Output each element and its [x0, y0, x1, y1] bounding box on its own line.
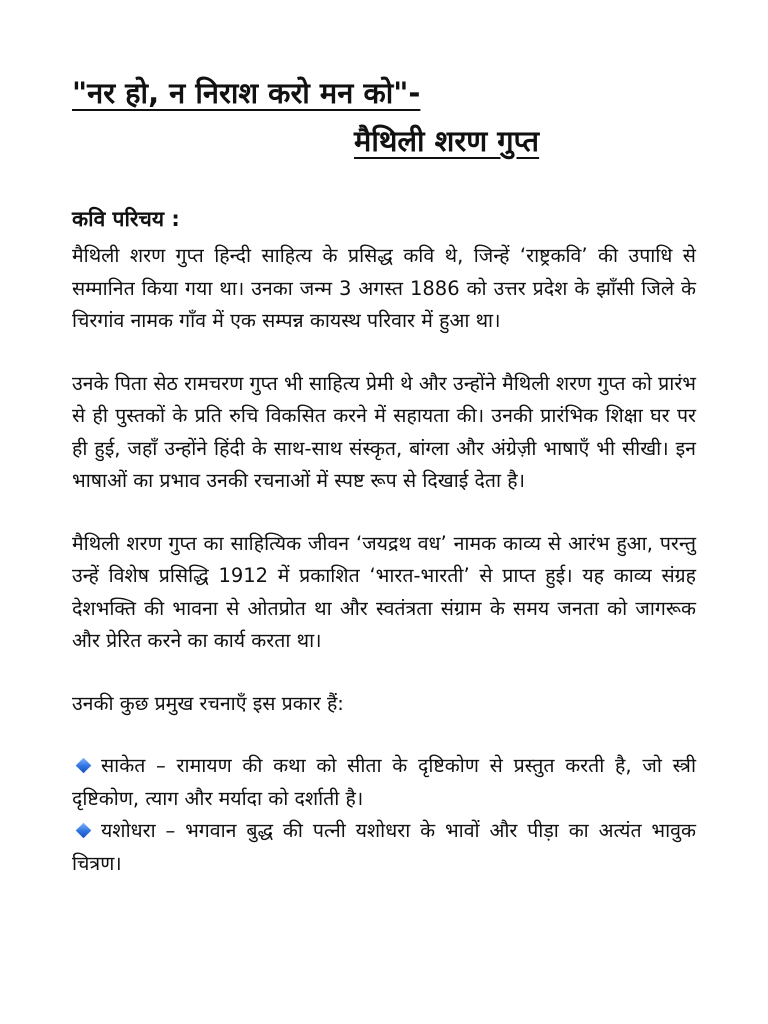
section-heading: कवि परिचय : [72, 207, 180, 231]
body-text [72, 240, 696, 880]
blue-diamond-icon [76, 758, 92, 774]
work-text: यशोधरा – भगवान बुद्ध की पत्नी यशोधरा के भावों और पीड़ा का अत्यंत भावुक चित्रण। [72, 819, 696, 875]
paragraph-1: मैथिली शरण गुप्त हिन्दी साहित्य के प्रसिद्ध कवि थे, जिन्हें ‘राष्ट्रकवि’ की उपाधि से सम्मानित किया गया था। उनका जन्म 3 अगस्त 1886 को उत्तर प्रदेश के झाँसी जिले के चिरगांव नामक गाँव में एक सम्पन्न कायस्थ परिवार में हुआ था। [72, 244, 696, 332]
blue-diamond-icon [76, 823, 92, 839]
works-intro: उनकी कुछ प्रमुख रचनाएँ इस प्रकार हैं: [72, 691, 344, 715]
list-item [72, 815, 696, 880]
title-line-2: मैथिली शरण गुप्त [354, 124, 540, 158]
paragraph-2: उनके पिता सेठ रामचरण गुप्त भी साहित्य प्रेमी थे और उन्होंने मैथिली शरण गुप्त को प्रारंभ से ही पुस्तकों के प्रति रुचि विकसित करने में सहायता की। उनकी प्रारंभिक शिक्षा घर पर ही हुई, जहाँ उन्होंने हिंदी के साथ-साथ संस्कृत, बांग्ला और अंग्रेज़ी भाषाएँ भी सीखी। इन भाषाओं का प्रभाव उनकी रचनाओं में स्पष्ट रूप से दिखाई देता है। [72, 371, 696, 492]
list-item [72, 750, 696, 815]
paragraph-3: मैथिली शरण गुप्त का साहित्यिक जीवन ‘जयद्रथ वध’ नामक काव्य से आरंभ हुआ, परन्तु उन्हें विशेष प्रसिद्धि 1912 में प्रकाशित ‘भारत-भारती’ से प्राप्त हुई। यह काव्य संग्रह देशभक्ति की भावना से ओतप्रोत था और स्वतंत्रता संग्राम के समय जनता को जागरूक और प्रेरित करने का कार्य करता था। [72, 531, 696, 652]
title-line-1: "नर हो, न निराश करो मन को"- [72, 76, 421, 110]
works-list [72, 750, 696, 880]
work-text: साकेत – रामायण की कथा को सीता के दृष्टिकोण से प्रस्तुत करती है, जो स्त्री दृष्टिकोण, त्याग और मर्यादा को दर्शाती है। [72, 754, 696, 810]
